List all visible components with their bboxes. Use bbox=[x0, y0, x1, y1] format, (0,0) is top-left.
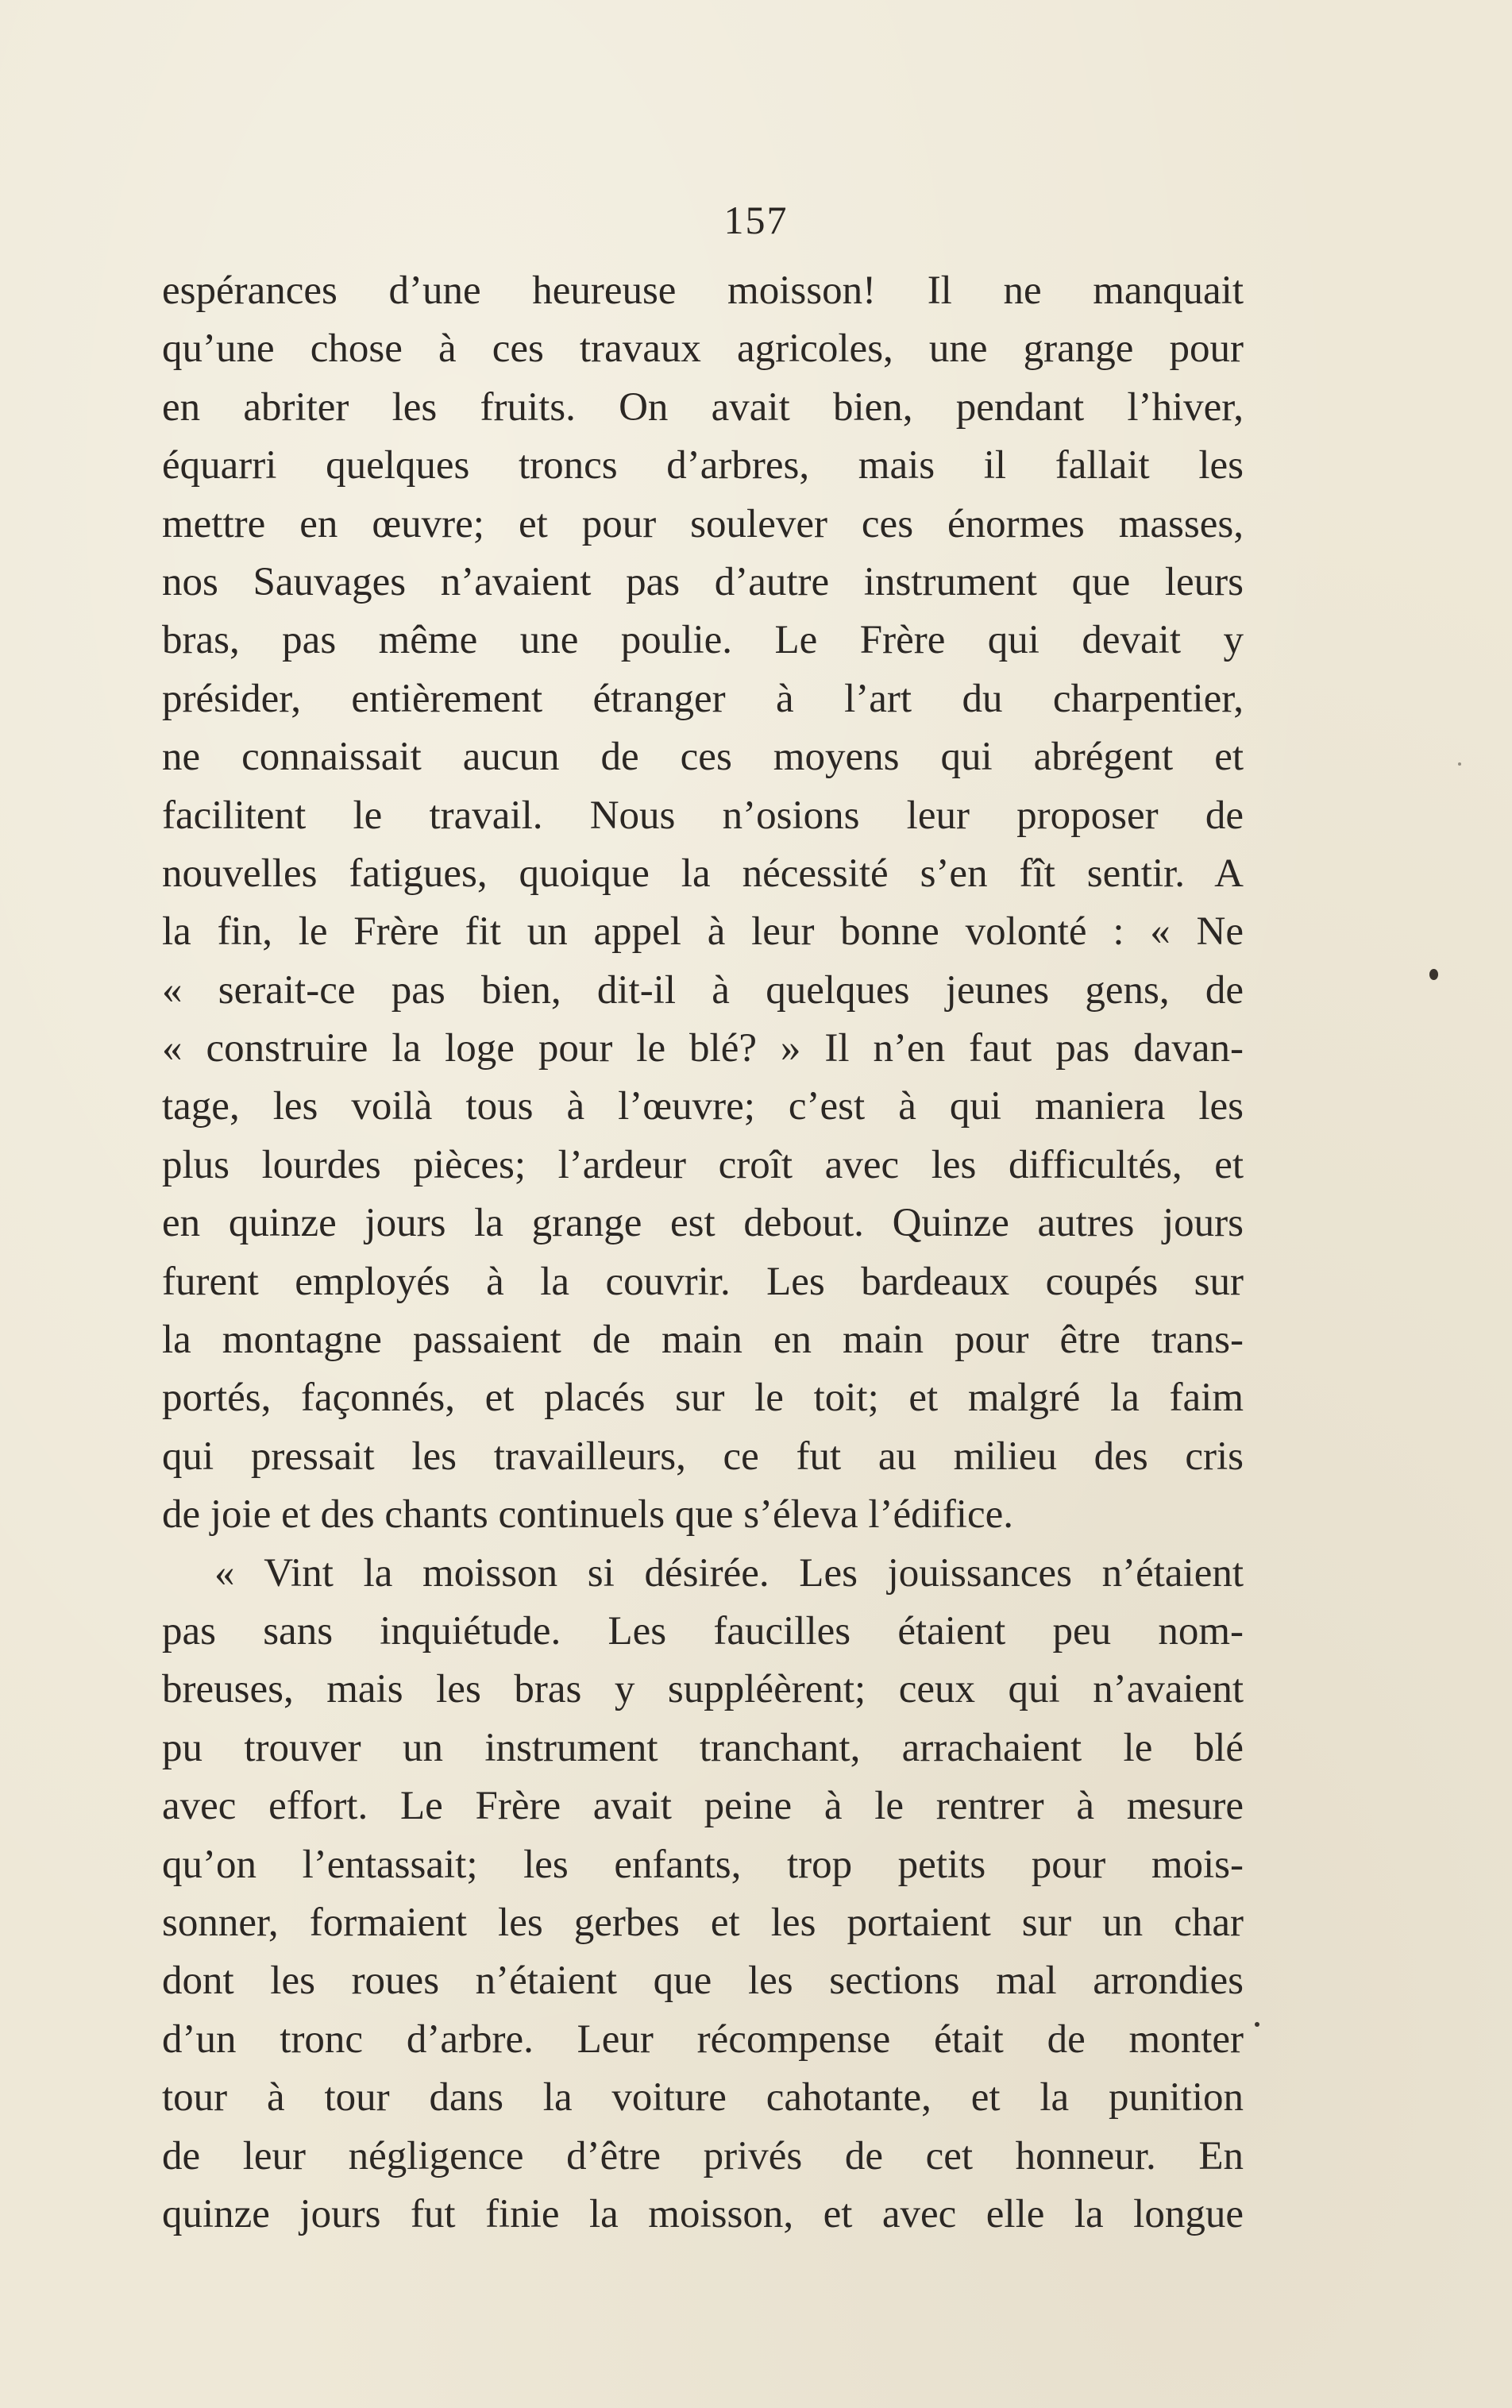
paragraph-1 bbox=[162, 262, 1244, 1545]
text-line: qu’une chose à ces travaux agricoles, une grange pour bbox=[162, 326, 1244, 372]
text-line: de joie et des chants continuels que s’éleva l’édifice. bbox=[162, 1492, 1013, 1538]
text-line: la montagne passaient de main en main pour être trans- bbox=[162, 1318, 1244, 1363]
text-line: tage, les voilà tous à l’œuvre; c’est à qui maniera les bbox=[162, 1084, 1244, 1129]
text-line: facilitent le travail. Nous n’osions leur proposer de bbox=[162, 793, 1244, 838]
text-line: pu trouver un instrument tranchant, arrachaient le blé bbox=[162, 1725, 1244, 1770]
text-line: en quinze jours la grange est debout. Quinze autres jours bbox=[162, 1201, 1244, 1246]
text-line: « Vint la moisson si désirée. Les jouissances n’étaient bbox=[214, 1550, 1244, 1596]
scan-speck bbox=[1458, 762, 1461, 766]
text-line: nos Sauvages n’avaient pas d’autre instrument que leurs bbox=[162, 559, 1244, 604]
text-line: ne connaissait aucun de ces moyens qui abrégent et bbox=[162, 735, 1244, 780]
text-line: qu’on l’entassait; les enfants, trop petits pour mois- bbox=[162, 1842, 1244, 1887]
text-line: quinze jours fut finie la moisson, et avec elle la longue bbox=[162, 2191, 1244, 2236]
paragraph-2 bbox=[162, 1545, 1244, 2244]
text-line: qui pressait les travailleurs, ce fut au milieu des cris bbox=[162, 1434, 1244, 1479]
text-line: dont les roues n’étaient que les sections mal arrondies bbox=[162, 1958, 1244, 2004]
text-line: d’un tronc d’arbre. Leur récompense était de monter bbox=[162, 2016, 1244, 2062]
text-line: pas sans inquiétude. Les faucilles étaient peu nom- bbox=[162, 1608, 1244, 1654]
text-line: furent employés à la couvrir. Les bardeaux coupés sur bbox=[162, 1259, 1244, 1304]
text-line: présider, entièrement étranger à l’art du charpentier, bbox=[162, 676, 1244, 721]
text-line: avec effort. Le Frère avait peine à le rentrer à mesure bbox=[162, 1784, 1244, 1829]
text-line: portés, façonnés, et placés sur le toit; et malgré la faim bbox=[162, 1376, 1244, 1421]
text-line: « serait-ce pas bien, dit-il à quelques jeunes gens, de bbox=[162, 967, 1244, 1013]
text-line: sonner, formaient les gerbes et les portaient sur un char bbox=[162, 1900, 1244, 1945]
text-line: nouvelles fatigues, quoique la nécessité s’en fît sentir. A bbox=[162, 851, 1244, 896]
body-text bbox=[162, 262, 1244, 2248]
text-line: plus lourdes pièces; l’ardeur croît avec les difficultés, et bbox=[162, 1142, 1244, 1187]
text-line: breuses, mais les bras y suppléèrent; ceux qui n’avaient bbox=[162, 1667, 1244, 1712]
text-line: la fin, le Frère fit un appel à leur bonne volonté : « Ne bbox=[162, 909, 1244, 955]
text-line: « construire la loge pour le blé? » Il n’en faut pas davan- bbox=[162, 1026, 1244, 1071]
page-number: 157 bbox=[723, 198, 789, 242]
text-line: espérances d’une heureuse moisson! Il ne manquait bbox=[162, 268, 1244, 313]
text-line: mettre en œuvre; et pour soulever ces énormes masses, bbox=[162, 501, 1244, 546]
scan-speck bbox=[1429, 969, 1438, 980]
text-line: tour à tour dans la voiture cahotante, et la punition bbox=[162, 2075, 1244, 2121]
text-line: de leur négligence d’être privés de cet honneur. En bbox=[162, 2133, 1244, 2178]
scan-speck bbox=[1255, 2022, 1259, 2027]
text-line: bras, pas même une poulie. Le Frère qui devait y bbox=[162, 618, 1244, 663]
text-line: équarri quelques troncs d’arbres, mais il fallait les bbox=[162, 443, 1244, 488]
text-line: en abriter les fruits. On avait bien, pendant l’hiver, bbox=[162, 384, 1244, 430]
